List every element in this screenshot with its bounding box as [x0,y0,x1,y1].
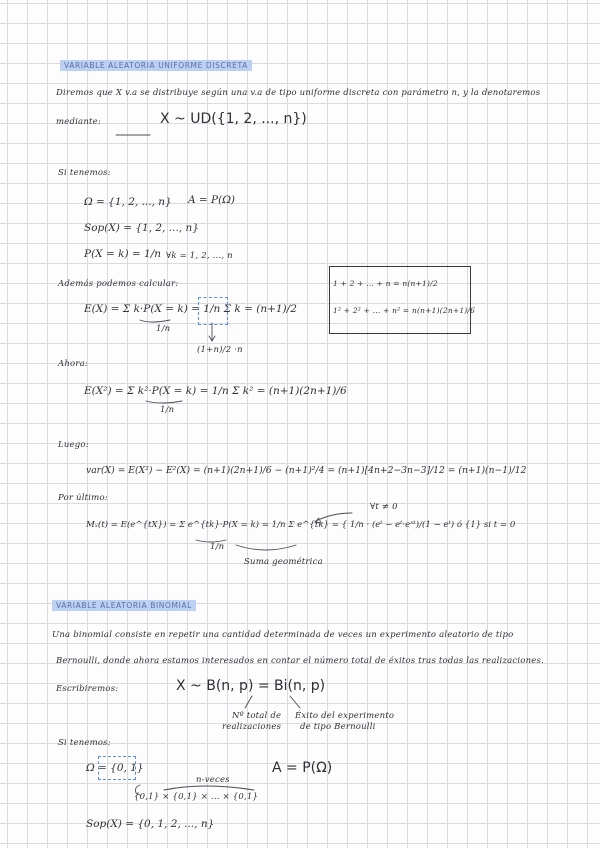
ahora-label: Ahora: [58,359,88,369]
escribiremos-label: Escribiremos: [56,684,119,694]
mgf-subnote: 1/n [210,542,225,552]
ademas-label: Además podemos calcular: [58,279,179,289]
binomial-support: Sop(X) = {0, 1, 2, ..., n} [86,818,215,830]
arrow-mgf-condition [316,513,352,521]
binomial-sample-space: Ω = {0, 1} [86,762,144,774]
binomial-intro-line-1: Una binomial consiste en repetir una cantidad determinada de veces un experimento aleatorio de tipo [52,630,514,640]
mgf-formula: Mₓ(t) = E(e^{tX}) = Σ e^{tk}·P(X = k) = 1/n Σ e^{tk} = { 1/n · (eᵗ − eᵗ·eⁿᵗ)/(1 − eᵗ) ó {1} si t = 0 [86,520,516,530]
probability-mass: P(X = k) = 1/n [84,248,162,260]
si-tenemos-label: Si tenemos: [58,168,111,178]
second-moment-subnote: 1/n [160,405,175,415]
probability-condition: ∀k = 1, 2, ..., n [166,251,233,261]
binomial-intro-line-2: Bernoulli, donde ahora estamos interesados en contar el número total de éxitos tras todas las realizaciones. [56,656,544,666]
label-n-line-1: Nº total de [232,711,282,721]
sum-result-note: (1+n)/2 ·n [197,345,243,355]
por-ultimo-label: Por último: [58,493,108,503]
label-n-line-2: realizaciones [222,722,282,732]
brace-mgf [196,540,226,542]
binomial-si-tenemos-label: Si tenemos: [58,738,111,748]
geometric-sum-label: Suma geométrica [244,557,323,567]
label-p-line-2: de tipo Bernoulli [300,722,376,732]
arrow-omega-product [136,785,141,795]
arrow-p-label [290,696,300,708]
brace-second-moment [146,401,182,403]
brace-n-veces [164,786,254,790]
binomial-notation: X ~ B(n, p) = Bi(n, p) [176,678,326,694]
arrow-n-label [245,696,252,708]
support: Sop(X) = {1, 2, ..., n} [84,222,199,234]
intro-line-1: Diremos que X v.a se distribuye según una v.a de tipo uniforme discreta con parámetro n, y la denotaremos [56,88,541,98]
sum-formula-1: 1 + 2 + ... + n = n(n+1)/2 [333,279,438,288]
expectation-subnote: 1/n [156,324,171,334]
cartesian-product: {0,1} × {0,1} × ... × {0,1} [134,792,259,802]
mgf-condition: ∀t ≠ 0 [370,502,398,512]
section-heading-binomial: VARIABLE ALEATORIA BINOMIAL [52,600,196,611]
luego-label: Luego: [58,440,89,450]
sample-space: Ω = {1, 2, ..., n} [84,196,172,208]
second-moment-formula: E(X²) = Σ k²·P(X = k) = 1/n Σ k² = (n+1)(2n+1)/6 [84,385,347,397]
uniform-notation: X ~ UD({1, 2, ..., n}) [160,111,307,127]
variance-formula: var(X) = E(X²) − E²(X) = (n+1)(2n+1)/6 − (n+1)²/4 = (n+1)[4n+2−3n−3]/12 = (n+1)(n−1)/12 [86,465,527,476]
binomial-sigma-algebra: A = P(Ω) [272,760,333,776]
n-veces-label: n-veces [196,775,230,785]
intro-line-2: mediante: [56,117,101,127]
brace-geometric [236,545,296,550]
brace-expectation [140,320,170,322]
section-heading-uniforme: VARIABLE ALEATORIA UNIFORME DISCRETA [60,60,252,71]
expectation-formula: E(X) = Σ k·P(X = k) = 1/n Σ k = (n+1)/2 [84,303,297,315]
sum-formula-2: 1² + 2² + ... + n² = n(n+1)(2n+1)/6 [333,306,476,315]
sigma-algebra: A = P(Ω) [188,194,236,206]
label-p-line-1: Éxito del experimento [295,711,395,721]
